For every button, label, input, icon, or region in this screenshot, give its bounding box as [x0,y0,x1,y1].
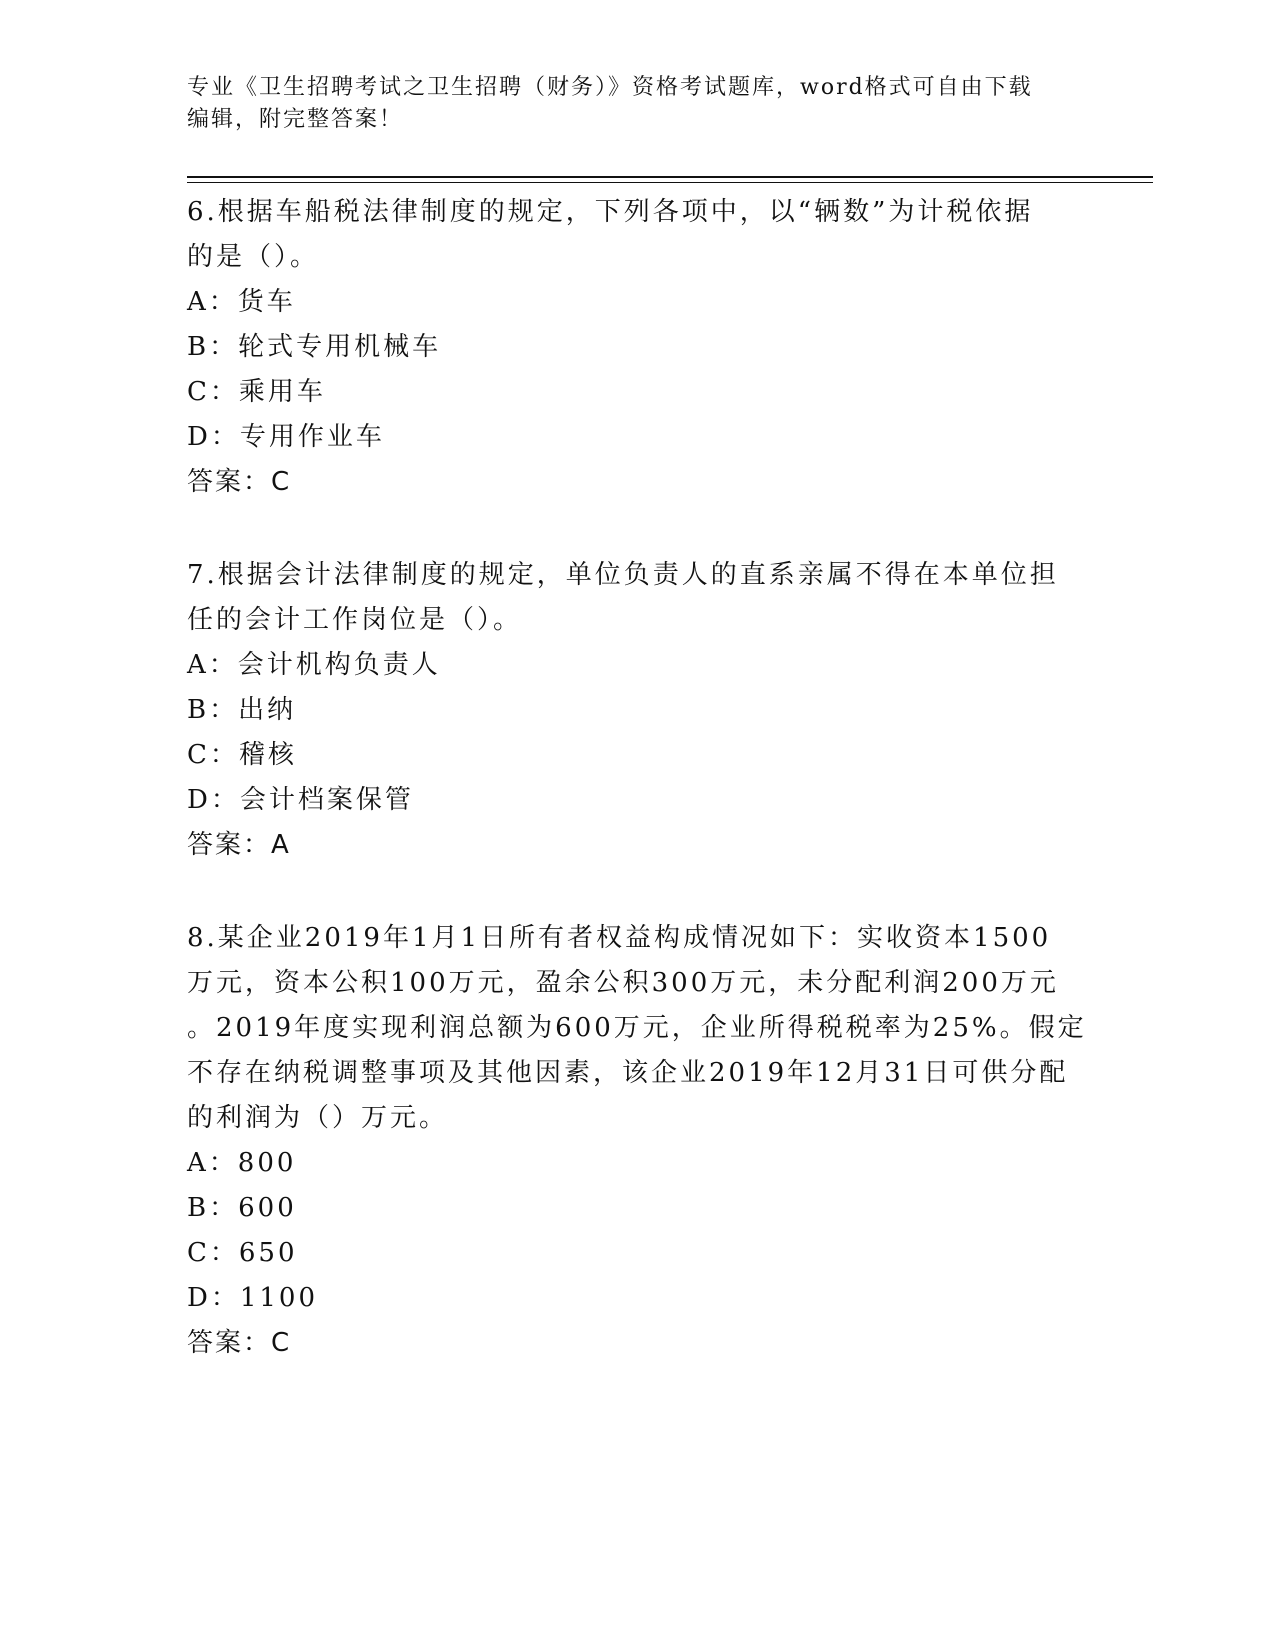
question-text: 万元，资本公积100万元，盈余公积300万元，未分配利润200万元 [187,968,1059,998]
header-line: 专业《卫生招聘考试之卫生招聘（财务）》资格考试题库，word格式可自由下载 [187,75,1033,100]
option-c: C：稽核 [187,740,297,770]
answer: 答案：C [187,1328,292,1358]
question-text: 任的会计工作岗位是（）。 [187,605,523,635]
option-a: A：会计机构负责人 [187,650,441,680]
option-b: B：轮式专用机械车 [187,332,442,362]
question-6 [187,190,1087,505]
question-text: 不存在纳税调整事项及其他因素，该企业2019年12月31日可供分配 [187,1058,1069,1088]
header-line: 编辑，附完整答案！ [187,107,404,132]
option-d: D：会计档案保管 [187,785,414,815]
header-divider [187,176,1153,178]
option-a: A：货车 [187,287,296,317]
question-text: 的利润为（）万元。 [187,1103,449,1133]
question-text: 8.某企业2019年1月1日所有者权益构成情况如下：实收资本1500 [187,923,1052,953]
question-text: 7.根据会计法律制度的规定，单位负责人的直系亲属不得在本单位担 [187,560,1059,590]
document-header [187,72,1067,136]
option-b: B：600 [187,1193,297,1223]
option-d: D：专用作业车 [187,422,385,452]
question-7 [187,553,1087,868]
option-b: B：出纳 [187,695,297,725]
question-text: 。2019年度实现利润总额为600万元，企业所得税税率为25%。假定 [187,1013,1087,1043]
answer: 答案：A [187,830,291,860]
question-8 [187,916,1087,1366]
question-text: 的是（）。 [187,242,320,272]
header-divider-thin [187,182,1153,183]
answer: 答案：C [187,467,292,497]
option-c: C：乘用车 [187,377,326,407]
option-a: A：800 [187,1148,297,1178]
option-d: D：1100 [187,1283,319,1313]
option-c: C：650 [187,1238,298,1268]
question-text: 6.根据车船税法律制度的规定，下列各项中，以“辆数”为计税依据 [187,197,1034,227]
